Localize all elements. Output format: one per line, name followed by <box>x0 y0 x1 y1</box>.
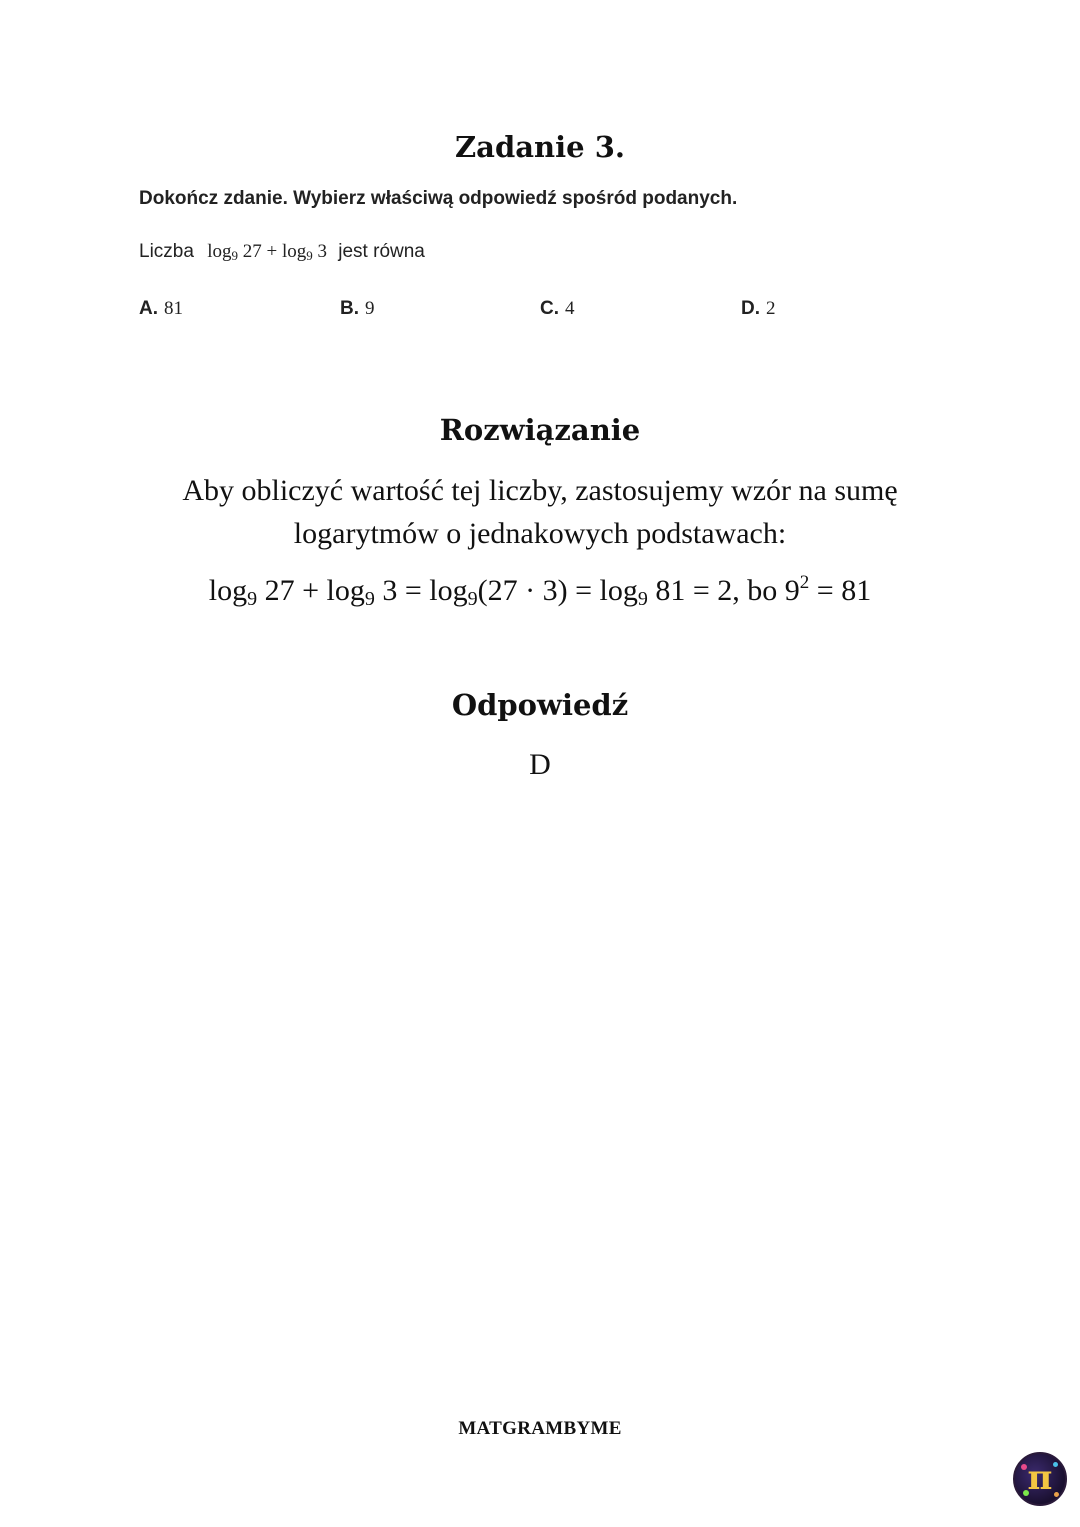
task-question <box>139 241 425 264</box>
footer-brand: MATGRAMBYME <box>458 1418 622 1439</box>
solution-text <box>0 469 1080 555</box>
solution-heading: Rozwiązanie <box>439 413 641 447</box>
pi-logo-icon <box>1013 1452 1067 1506</box>
pi-glyph: π <box>1027 1458 1053 1498</box>
task-title: Zadanie 3. <box>455 130 625 164</box>
answer-heading: Odpowiedź <box>451 688 629 722</box>
option-b: B. 9 <box>340 298 375 319</box>
option-d: D. 2 <box>741 298 776 319</box>
task-instruction: Dokończ zdanie. Wybierz właściwą odpowiedź spośród podanych. <box>139 188 738 209</box>
solution-equation: $\log_9 27 + \log_9 3 = \log_9(27 \cdot 3) = \log_9 81 = 2$, bo $9^2 = 81$ <box>208 572 872 610</box>
answer-value: D <box>529 748 551 781</box>
question-expression: $\log_9 27 + \log_9 3$ <box>207 241 327 263</box>
question-prefix: Liczba <box>139 241 194 262</box>
solution-text-line-1: Aby obliczyć wartość tej liczby, zastosujemy wzór na sumę <box>182 474 898 507</box>
option-a: A. 81 <box>139 298 183 319</box>
solution-text-line-2: logarytmów o jednakowych podstawach: <box>293 517 787 550</box>
option-c: C. 4 <box>540 298 575 319</box>
question-suffix: jest równa <box>338 241 425 262</box>
